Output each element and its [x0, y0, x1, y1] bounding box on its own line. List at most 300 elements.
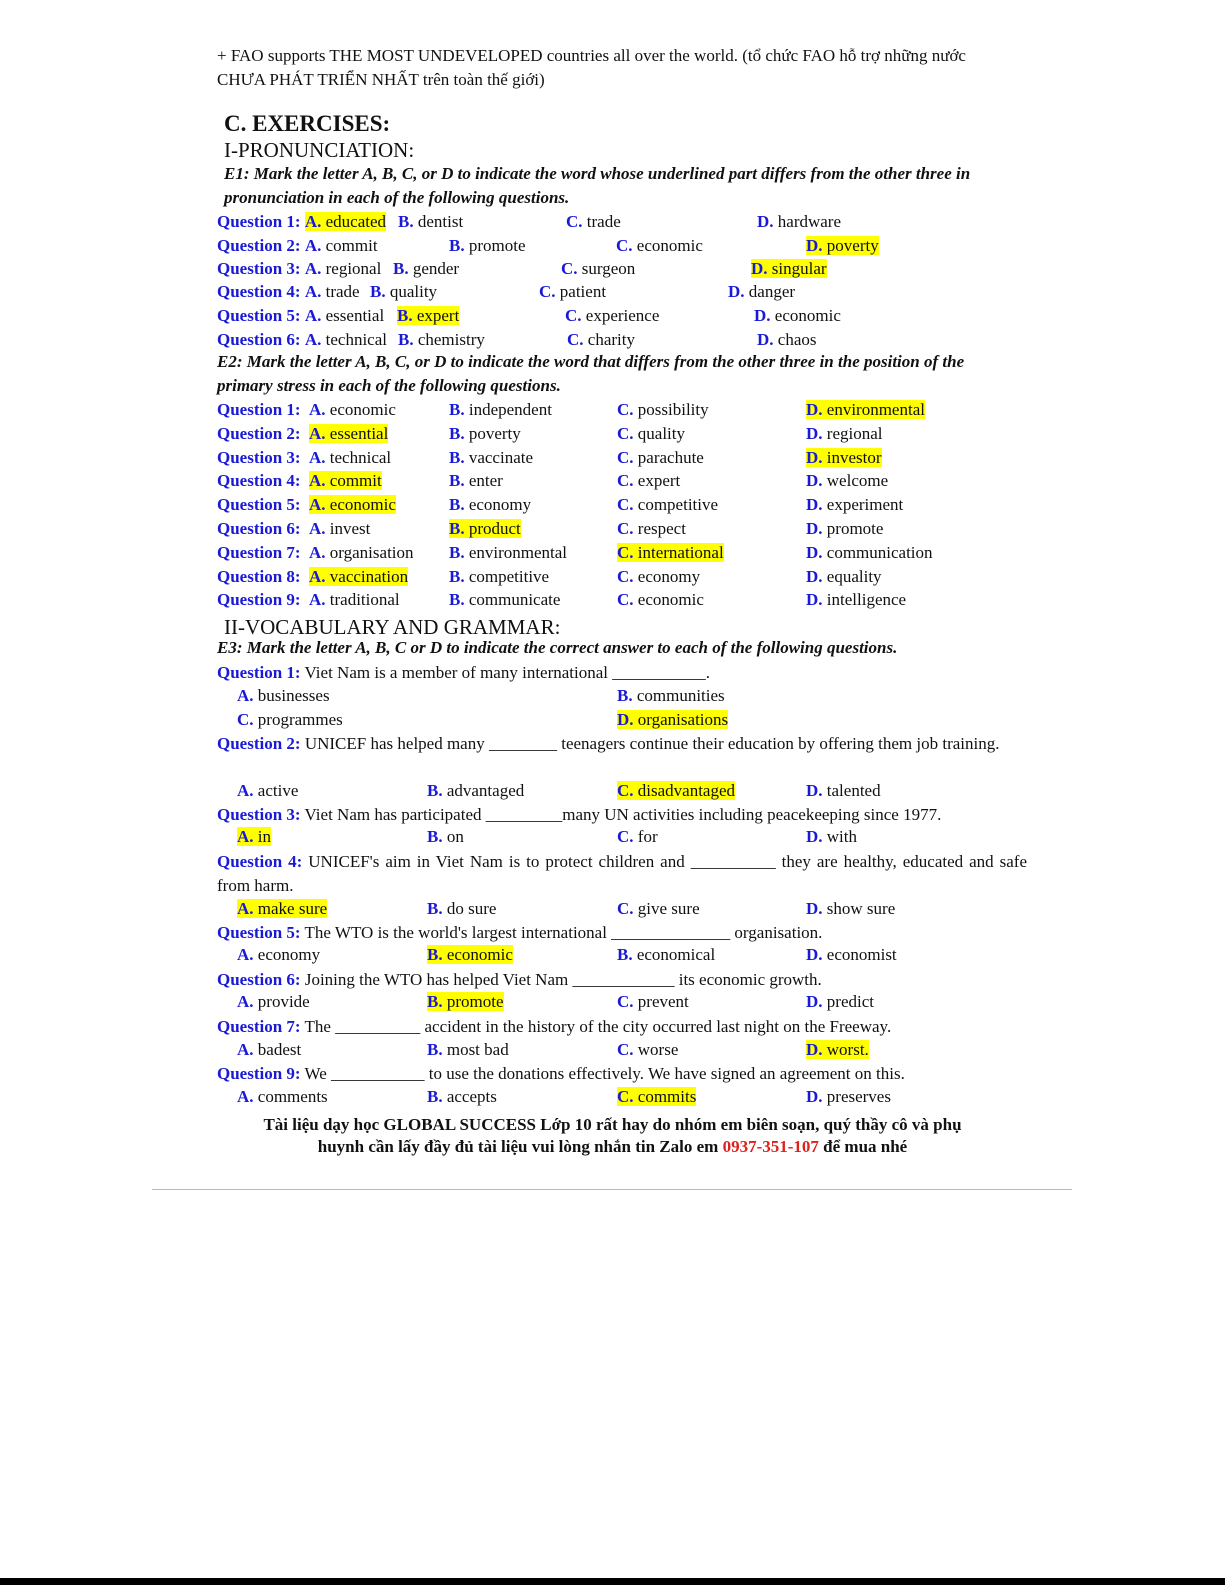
option-a: [237, 992, 310, 1011]
option-a-word: traditional: [329, 590, 400, 609]
option-c: [617, 899, 700, 918]
e3-option-c-cell: [617, 826, 658, 848]
option-c: [237, 710, 343, 729]
option-c-letter: C.: [617, 899, 634, 918]
option-c-letter: C.: [617, 590, 634, 609]
e2-option-b-cell: [449, 447, 533, 469]
option-d-word: welcome: [826, 471, 889, 490]
option-c: [617, 567, 700, 586]
option-c: [617, 400, 709, 419]
e2-option-d-cell: [806, 542, 933, 564]
option-d-word: investor: [826, 448, 882, 467]
question-label: Question 1:: [217, 663, 301, 682]
option-d-word: hardware: [777, 212, 842, 231]
e3-option-a-cell: [237, 685, 330, 707]
option-c-word: charity: [587, 330, 635, 349]
option-a: [237, 945, 320, 964]
e2-option-b-cell: [449, 518, 521, 540]
option-c-word: surgeon: [581, 259, 636, 278]
option-c-word: commits: [637, 1087, 697, 1106]
option-b: [398, 212, 463, 231]
e1-option-d-cell: [757, 211, 841, 233]
e3-option-c-cell: [617, 780, 735, 802]
option-c: [617, 1087, 696, 1106]
e3-instruction: E3: Mark the letter A, B, C or D to indicate the correct answer to each of the following questions.: [217, 638, 898, 657]
option-a-letter: A.: [237, 945, 254, 964]
option-b-letter: B.: [449, 495, 465, 514]
question-stem: Joining the WTO has helped Viet Nam ____________ its economic growth.: [304, 970, 822, 989]
option-c-word: disadvantaged: [637, 781, 736, 800]
exercises-heading: C. EXERCISES:: [224, 111, 391, 136]
option-b-word: economic: [446, 945, 513, 964]
question-label: Question 3:: [217, 448, 301, 467]
e1-question-row: [217, 329, 387, 351]
question-label: Question 2:: [217, 236, 301, 255]
option-c-letter: C.: [617, 495, 634, 514]
option-d: [806, 567, 882, 586]
e3-option-b-cell: [427, 898, 496, 920]
option-d: [806, 424, 882, 443]
option-b-word: communities: [636, 686, 725, 705]
e3-option-c-cell: [617, 898, 700, 920]
option-c-letter: C.: [567, 330, 584, 349]
option-d-word: poverty: [826, 236, 879, 255]
option-d: [806, 1040, 869, 1059]
option-b-letter: B.: [449, 236, 465, 255]
option-b-word: on: [446, 827, 464, 846]
option-b: [449, 519, 521, 538]
e1-option-b-cell: [393, 258, 459, 280]
option-d: [806, 448, 882, 467]
option-a-word: vaccination: [329, 567, 409, 586]
option-d-word: worst.: [826, 1040, 869, 1059]
e1-option-c-cell: [539, 281, 606, 303]
question-label: Question 6:: [217, 330, 301, 349]
option-a-word: regional: [325, 259, 382, 278]
option-a-letter: A.: [237, 1087, 254, 1106]
option-d-word: experiment: [826, 495, 904, 514]
option-c-word: programmes: [257, 710, 343, 729]
option-a-letter: A.: [304, 330, 322, 349]
option-b-word: communicate: [468, 590, 561, 609]
question-label: Question 3:: [217, 805, 301, 824]
option-a-letter: A.: [309, 400, 326, 419]
e1-question-row: [217, 258, 381, 280]
option-a: [309, 424, 388, 443]
question-stem: The WTO is the world's largest international ______________ organisation.: [304, 923, 823, 942]
e2-option-c-cell: [617, 566, 700, 588]
option-b-word: advantaged: [446, 781, 525, 800]
option-a-letter: A.: [304, 282, 322, 301]
option-a: [237, 1087, 328, 1106]
question-label: Question 9:: [217, 1064, 301, 1083]
option-a-word: provide: [257, 992, 310, 1011]
question-label: Question 4:: [217, 852, 303, 871]
option-c-letter: C.: [617, 567, 634, 586]
option-d: [757, 212, 841, 231]
option-b-letter: B.: [393, 259, 409, 278]
option-b: [427, 992, 504, 1011]
option-c-letter: C.: [617, 448, 634, 467]
option-c: [617, 471, 680, 490]
e3-option-a-cell: [237, 991, 310, 1013]
option-c-letter: C.: [237, 710, 254, 729]
question-label: Question 2:: [217, 424, 301, 443]
option-b-letter: B.: [427, 899, 443, 918]
question-label: Question 2:: [217, 734, 301, 753]
question-stem: We ___________ to use the donations effectively. We have signed an agreement on this.: [304, 1064, 905, 1083]
option-c-letter: B.: [617, 945, 633, 964]
option-d-letter: D.: [806, 543, 823, 562]
option-c-word: economic: [637, 590, 704, 609]
e1-option-b-cell: [370, 281, 437, 303]
e2-option-b-cell: [449, 399, 552, 421]
option-b-letter: B.: [449, 400, 465, 419]
e2-option-a-cell: [309, 494, 396, 516]
e3-option-b-cell: [427, 1039, 509, 1061]
option-c: [566, 212, 621, 231]
option-c-word: economical: [636, 945, 716, 964]
option-d-letter: D.: [806, 1087, 823, 1106]
option-d: [806, 495, 903, 514]
option-d-letter: D.: [751, 259, 768, 278]
option-b: [398, 330, 485, 349]
option-d-word: communication: [826, 543, 933, 562]
page-bottom-bar: [0, 1578, 1225, 1585]
option-b: [449, 400, 552, 419]
option-b: [427, 945, 513, 964]
option-d-word: environmental: [826, 400, 925, 419]
e3-question-text: [217, 850, 1027, 898]
option-a-word: in: [257, 827, 272, 846]
option-c-letter: C.: [617, 1087, 634, 1106]
option-a: [309, 543, 414, 562]
option-a-word: essential: [329, 424, 389, 443]
e1-question-row: [217, 211, 386, 233]
option-a-word: economy: [257, 945, 321, 964]
e2-option-c-cell: [617, 423, 685, 445]
option-c-letter: C.: [617, 400, 634, 419]
option-c: [617, 781, 735, 800]
option-b: [397, 306, 459, 325]
option-c: [565, 306, 659, 325]
option-d-letter: D.: [806, 236, 823, 255]
e3-question-text: [217, 1062, 1027, 1086]
option-c-word: give sure: [637, 899, 700, 918]
e3-question-text: [217, 803, 1027, 827]
option-a: [309, 519, 370, 538]
option-a-letter: A.: [237, 992, 254, 1011]
e1-option-d-cell: [757, 329, 817, 351]
option-d: [806, 519, 883, 538]
e3-option-a-cell: [237, 944, 320, 966]
option-b-letter: B.: [427, 781, 443, 800]
option-d-letter: D.: [806, 424, 823, 443]
e2-option-c-cell: [617, 470, 680, 492]
option-c-letter: C.: [565, 306, 582, 325]
e1-question-row: [217, 305, 384, 327]
option-a-letter: A.: [237, 1040, 254, 1059]
option-b: [449, 590, 560, 609]
option-b-letter: B.: [449, 519, 465, 538]
option-c-letter: C.: [617, 519, 634, 538]
option-d-letter: D.: [806, 567, 823, 586]
option-d: [806, 992, 874, 1011]
option-c: [617, 827, 658, 846]
option-b-letter: B.: [449, 543, 465, 562]
option-b-letter: B.: [449, 567, 465, 586]
option-d-word: economist: [826, 945, 897, 964]
option-a-word: essential: [325, 306, 385, 325]
option-b-letter: B.: [449, 590, 465, 609]
option-a: [309, 590, 400, 609]
option-c-word: international: [637, 543, 724, 562]
e2-option-a-cell: [309, 589, 400, 611]
option-a-word: trade: [325, 282, 360, 301]
option-c-letter: C.: [561, 259, 578, 278]
option-d-letter: D.: [806, 992, 823, 1011]
option-d-word: organisations: [637, 710, 729, 729]
option-c: [567, 330, 635, 349]
option-a-word: technical: [329, 448, 392, 467]
e3-option-d-cell: [806, 780, 881, 802]
e1-option-b-cell: [397, 305, 459, 327]
option-d-letter: D.: [806, 945, 823, 964]
option-a-word: businesses: [257, 686, 330, 705]
e1-option-d-cell: [754, 305, 841, 327]
e3-option-b-cell: [427, 826, 464, 848]
e1-option-c-cell: [566, 211, 621, 233]
e1-question-row: [217, 235, 378, 257]
e1-option-d-cell: [751, 258, 827, 280]
option-b-letter: B.: [617, 686, 633, 705]
e2-option-c-cell: [617, 447, 704, 469]
option-c-word: possibility: [637, 400, 709, 419]
footer-phone: 0937-351-107: [722, 1137, 819, 1156]
option-a-word: active: [257, 781, 299, 800]
e2-option-b-cell: [449, 423, 521, 445]
option-d-letter: D.: [617, 710, 634, 729]
e2-option-c-cell: [617, 518, 686, 540]
option-a-word: commit: [329, 471, 382, 490]
option-c-letter: C.: [617, 543, 634, 562]
option-d-letter: D.: [757, 330, 774, 349]
option-b-word: accepts: [446, 1087, 497, 1106]
e2-option-b-cell: [449, 542, 567, 564]
option-c-word: patient: [559, 282, 607, 301]
option-a-letter: A.: [237, 827, 254, 846]
question-label: Question 3:: [217, 259, 301, 278]
question-label: Question 4:: [217, 282, 301, 301]
option-d-letter: D.: [806, 781, 823, 800]
option-a-letter: A.: [309, 590, 326, 609]
pronunciation-heading: I-PRONUNCIATION:: [224, 138, 415, 162]
option-d-letter: D.: [757, 212, 774, 231]
option-c-letter: C.: [617, 992, 634, 1011]
question-stem: The __________ accident in the history of the city occurred last night on the Freeway.: [304, 1017, 892, 1036]
option-d-letter: D.: [806, 519, 823, 538]
e3-option-d-cell: [806, 898, 895, 920]
question-label: Question 5:: [217, 306, 301, 325]
option-c-word: economic: [636, 236, 703, 255]
option-d-letter: D.: [806, 590, 823, 609]
option-a: [309, 448, 391, 467]
option-a-letter: A.: [237, 899, 254, 918]
option-a-word: make sure: [257, 899, 328, 918]
e1-instruction: E1: Mark the letter A, B, C, or D to indicate the word whose underlined part differs from the other three in pronunciation in each of the following questions.: [224, 164, 971, 207]
option-b: [449, 567, 549, 586]
option-a-word: comments: [257, 1087, 328, 1106]
option-a-letter: A.: [304, 236, 322, 255]
e3-question-text: [217, 661, 1027, 685]
question-label: Question 1:: [217, 212, 301, 231]
option-a-word: invest: [329, 519, 371, 538]
question-label: Question 8:: [217, 567, 301, 586]
option-d-word: singular: [771, 259, 827, 278]
option-a-letter: A.: [309, 424, 326, 443]
option-b-word: promote: [468, 236, 526, 255]
option-d: [806, 471, 888, 490]
option-c-word: expert: [637, 471, 681, 490]
option-c-letter: C.: [617, 424, 634, 443]
option-d-word: intelligence: [826, 590, 907, 609]
option-b: [449, 448, 533, 467]
option-d-word: predict: [826, 992, 874, 1011]
question-label: Question 6:: [217, 970, 301, 989]
intro-paragraph: + FAO supports THE MOST UNDEVELOPED countries all over the world. (tổ chức FAO hỗ trợ những nước CHƯA PHÁT TRIỂN NHẤT trên toàn thế giới): [217, 46, 966, 89]
option-d: [806, 543, 933, 562]
e3-question-text: [217, 968, 1027, 992]
option-a-letter: A.: [304, 306, 322, 325]
e1-option-b-cell: [449, 235, 526, 257]
option-b: [449, 495, 531, 514]
e3-option-b-cell: [427, 944, 513, 966]
e2-option-d-cell: [806, 423, 882, 445]
option-d-letter: D.: [806, 448, 823, 467]
option-a: [237, 781, 298, 800]
e3-option-d-cell: [806, 944, 897, 966]
option-d-letter: D.: [806, 400, 823, 419]
option-b-letter: B.: [427, 827, 443, 846]
option-a-word: badest: [257, 1040, 302, 1059]
option-a: [237, 1040, 301, 1059]
option-c-letter: C.: [617, 827, 634, 846]
option-b-letter: B.: [398, 330, 414, 349]
option-d-word: chaos: [777, 330, 817, 349]
option-d: [806, 236, 879, 255]
option-c: [617, 590, 704, 609]
option-c: [617, 495, 718, 514]
page-divider: [152, 1189, 1072, 1190]
e2-option-a-cell: [309, 447, 391, 469]
option-c: [617, 543, 724, 562]
option-b: [427, 899, 496, 918]
option-b: [370, 282, 437, 301]
option-b-word: enter: [468, 471, 503, 490]
e1-option-d-cell: [728, 281, 795, 303]
footer-text: Tài liệu dạy học GLOBAL SUCCESS Lớp 10 rất hay do nhóm em biên soạn, quý thầy cô và phụ huynh cần lấy đầy đủ tài liệu vui lòng nhắn tin Zalo em: [263, 1115, 962, 1156]
option-b-letter: B.: [449, 471, 465, 490]
e1-option-c-cell: [565, 305, 659, 327]
option-a-letter: A.: [309, 519, 326, 538]
option-c-word: respect: [637, 519, 686, 538]
e2-option-d-cell: [806, 589, 906, 611]
question-label: Question 7:: [217, 1017, 301, 1036]
vocab-heading: II-VOCABULARY AND GRAMMAR:: [224, 615, 561, 639]
e3-option-b-cell: [427, 1086, 497, 1108]
option-b: [427, 781, 524, 800]
e3-question-text: [217, 1015, 1027, 1039]
option-d-letter: D.: [806, 1040, 823, 1059]
e2-option-d-cell: [806, 447, 882, 469]
option-a: [237, 827, 271, 846]
e2-option-d-cell: [806, 470, 888, 492]
option-c-letter: C.: [617, 471, 634, 490]
e3-option-c-cell: [617, 944, 715, 966]
e3-option-c-cell: [617, 1039, 678, 1061]
option-b: [393, 259, 459, 278]
e3-option-b-cell: [427, 780, 524, 802]
footer-tail: để mua nhé: [823, 1137, 908, 1156]
e2-option-d-cell: [806, 518, 883, 540]
option-b: [449, 236, 526, 255]
option-b-letter: B.: [370, 282, 386, 301]
option-d: [728, 282, 795, 301]
e2-option-b-cell: [449, 470, 503, 492]
option-c: [617, 424, 685, 443]
question-stem: Viet Nam is a member of many international ___________.: [304, 663, 711, 682]
option-b-letter: B.: [398, 212, 414, 231]
option-c: [561, 259, 635, 278]
option-a: [305, 212, 386, 231]
option-c-word: worse: [637, 1040, 679, 1059]
e2-option-b-cell: [449, 589, 560, 611]
question-label: Question 1:: [217, 400, 301, 419]
e2-option-d-cell: [806, 566, 882, 588]
option-c: [617, 448, 704, 467]
question-stem: UNICEF has helped many ________ teenagers continue their education by offering them job training.: [304, 734, 1000, 753]
e3-option-c-cell: [617, 991, 689, 1013]
option-b: [427, 1040, 509, 1059]
option-d-letter: D.: [806, 471, 823, 490]
option-a: [305, 259, 381, 278]
option-a-letter: A.: [309, 543, 326, 562]
option-d-word: talented: [826, 781, 881, 800]
option-d-word: danger: [748, 282, 796, 301]
option-d: [806, 945, 897, 964]
option-c-letter: C.: [539, 282, 556, 301]
option-c: [617, 1040, 678, 1059]
e3-option-d-cell: [806, 991, 874, 1013]
option-d-word: preserves: [826, 1087, 891, 1106]
e1-question-row: [217, 281, 360, 303]
e3-question-text: [217, 732, 1027, 756]
option-c-word: trade: [586, 212, 621, 231]
option-a: [309, 400, 396, 419]
e3-option-a-cell: [237, 780, 298, 802]
e1-option-d-cell: [806, 235, 879, 257]
option-a-word: commit: [325, 236, 378, 255]
e2-instruction: E2: Mark the letter A, B, C, or D to indicate the word that differs from the other three in the position of the primary stress in each of the following questions.: [217, 352, 965, 395]
option-a-word: organisation: [329, 543, 414, 562]
option-d-letter: D.: [754, 306, 771, 325]
option-a: [305, 282, 360, 301]
e3-option-a-cell: [237, 826, 271, 848]
option-a-word: educated: [325, 212, 387, 231]
e1-option-c-cell: [561, 258, 635, 280]
option-d: [751, 259, 827, 278]
e3-option-c-cell: [617, 1086, 696, 1108]
